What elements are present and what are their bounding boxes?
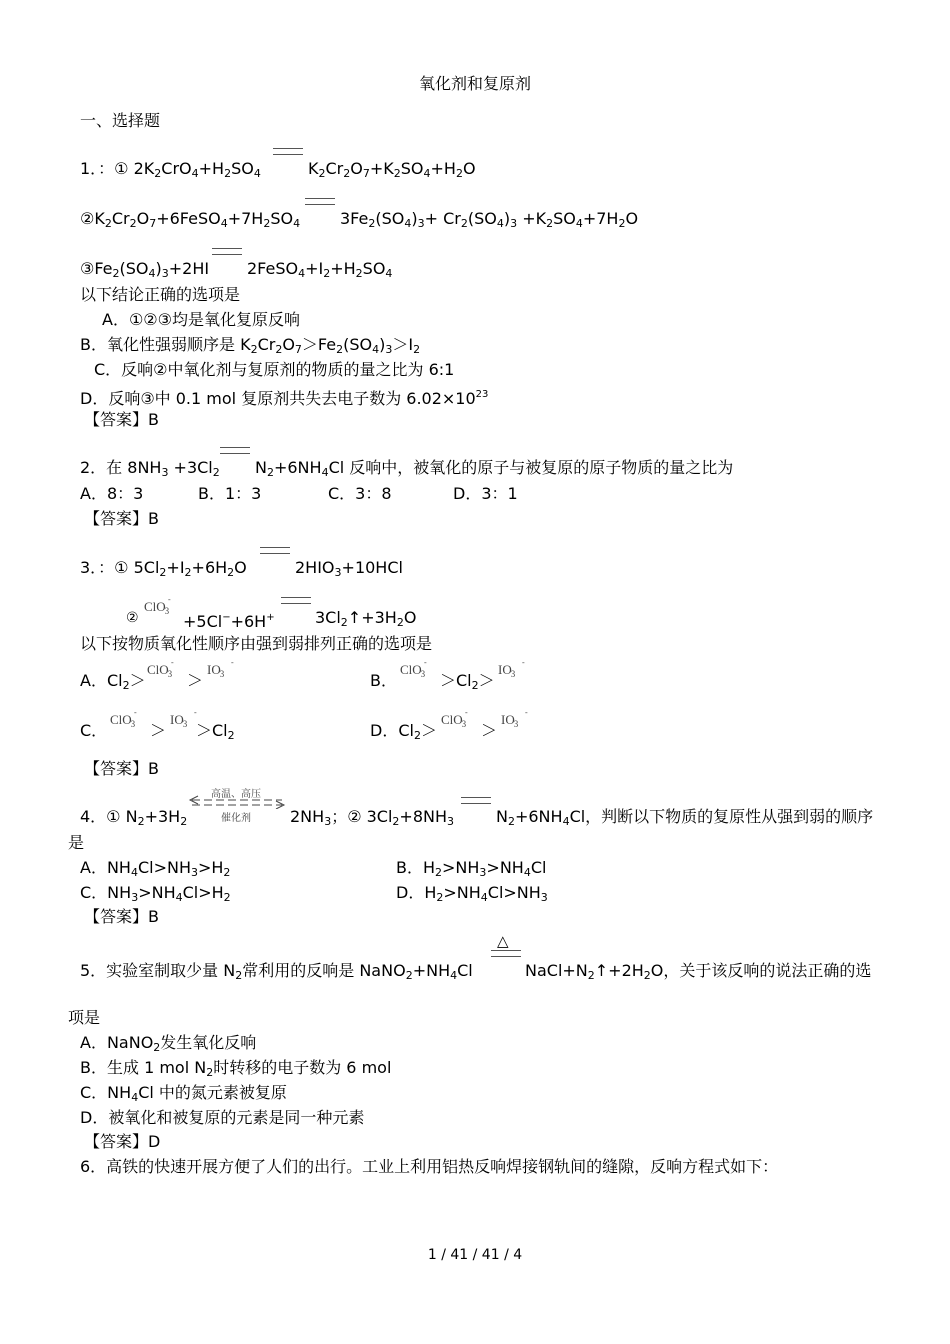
formula-text: +3H xyxy=(144,807,181,826)
subscript: 3 xyxy=(161,267,169,280)
formula-text: B．氧化性强弱顺序是 K xyxy=(80,335,251,354)
subscript: 3 xyxy=(510,217,518,230)
subscript: 2 xyxy=(546,217,554,230)
subscript: 2 xyxy=(122,679,130,692)
q2-option-b: B．1：3 xyxy=(198,484,262,503)
q5-option-c xyxy=(80,1083,287,1108)
subscript: 4 xyxy=(562,815,570,828)
superscript: − xyxy=(222,612,231,623)
formula-text: ＞ xyxy=(420,721,437,740)
subscript: 2 xyxy=(340,616,348,629)
formula-text: +5Cl xyxy=(183,612,223,631)
formula-text: 5．实验室制取少量 N xyxy=(80,961,236,980)
subscript: 2 xyxy=(129,217,137,230)
formula-text: +H xyxy=(430,159,456,178)
subscript: 2 xyxy=(643,969,651,982)
subscript: 2 xyxy=(396,616,404,629)
formula-text: 时转移的电子数为 6 mol xyxy=(213,1058,392,1077)
formula-text: ②K xyxy=(80,209,105,228)
subscript: 4 xyxy=(131,1091,139,1104)
q3-answer: 【答案】B xyxy=(84,759,159,778)
q5-rhs xyxy=(525,961,871,986)
q3-option-b-mid xyxy=(440,671,495,696)
q5-option-d: D．被氧化和被复原的元素是同一种元素 xyxy=(80,1108,365,1127)
subscript: 3 xyxy=(334,566,342,579)
section-heading: 一、选择题 xyxy=(80,111,161,130)
q3-option-b-prefix: B． xyxy=(370,671,397,690)
formula-text: +7H xyxy=(227,209,264,228)
formula-text: 常利用的反响是 NaNO xyxy=(242,961,406,980)
formula-text: A．NaNO xyxy=(80,1033,154,1052)
formula-text: +2HI xyxy=(168,259,210,278)
q3-eq2-mid xyxy=(183,608,275,632)
formula-text: Cl>NH xyxy=(137,858,191,877)
q5-heat-symbol: △ xyxy=(497,932,509,950)
formula-text: +K xyxy=(517,209,547,228)
formula-text: ＞Cl xyxy=(196,721,228,740)
subscript: 3 xyxy=(417,217,425,230)
formula-text: Cl>NH xyxy=(487,883,541,902)
formula-text: ＞ xyxy=(478,671,495,690)
formula-text: 2FeSO xyxy=(247,259,299,278)
formula-text: ↑+2H xyxy=(594,961,644,980)
q3-option-a-chlorate-ion: ClO - $_3$ xyxy=(147,658,174,679)
superscript: + xyxy=(266,612,275,623)
formula-text: ↑+3H xyxy=(347,608,397,627)
subscript: 3 xyxy=(324,815,332,828)
subscript: 3 xyxy=(385,343,393,356)
subscript: 2 xyxy=(227,729,235,742)
subscript: 3 xyxy=(131,891,139,904)
q4-condition-top: 高温、高压 xyxy=(211,789,261,800)
q1-eq1-rhs xyxy=(308,159,476,184)
subscript: 4 xyxy=(385,267,393,280)
subscript: 3 xyxy=(190,866,198,879)
formula-text: 3Fe xyxy=(340,209,369,228)
q3-prompt: 以下按物质氧化性顺序由强到弱排列正确的选项是 xyxy=(80,634,433,653)
q5-wrap: 项是 xyxy=(68,1008,101,1027)
q2-equals xyxy=(220,447,250,454)
q1-eq2-lhs xyxy=(80,209,300,234)
formula-text: Cr xyxy=(257,335,276,354)
formula-text: +6FeSO xyxy=(156,209,221,228)
formula-text: +K xyxy=(369,159,394,178)
q1-option-c: C．反响②中氧化剂与复原剂的物质的量之比为 6:1 xyxy=(94,360,455,379)
formula-text: 2NH xyxy=(290,807,325,826)
formula-text: >NH xyxy=(486,858,524,877)
formula-text: SO xyxy=(270,209,294,228)
q5-option-a xyxy=(80,1033,256,1058)
q4-lhs xyxy=(80,807,187,832)
subscript: 2 xyxy=(368,217,376,230)
subscript: 4 xyxy=(523,866,531,879)
formula-text: ) xyxy=(503,209,511,228)
formula-text: O xyxy=(136,209,150,228)
q3-option-a-prefix xyxy=(80,671,146,696)
subscript: 2 xyxy=(405,969,413,982)
subscript: 4 xyxy=(404,217,412,230)
formula-text: +6H xyxy=(191,558,228,577)
q4-option-b xyxy=(396,858,546,883)
q1-eq3-equals xyxy=(212,248,242,255)
formula-text: ＞I xyxy=(392,335,414,354)
formula-text: +I xyxy=(166,558,185,577)
q1-prompt: 以下结论正确的选项是 xyxy=(80,285,241,304)
subscript: 7 xyxy=(362,167,370,180)
q4-option-a xyxy=(80,858,230,883)
q4-rhs xyxy=(496,807,873,832)
superscript: 23 xyxy=(475,389,489,400)
subscript: 4 xyxy=(298,267,306,280)
q1-eq3-lhs xyxy=(80,259,209,284)
formula-text: (SO xyxy=(375,209,405,228)
formula-text: +I xyxy=(305,259,324,278)
formula-text: ；② 3Cl xyxy=(331,807,393,826)
formula-text: >H xyxy=(197,858,224,877)
formula-text: Cr xyxy=(111,209,130,228)
q1-eq2-rhs xyxy=(340,209,638,234)
q2-option-a: A．8：3 xyxy=(80,484,144,503)
formula-text: +6H xyxy=(230,612,267,631)
subscript: 2 xyxy=(154,167,162,180)
q4-option-d xyxy=(396,883,548,908)
q5-answer: 【答案】D xyxy=(84,1132,161,1151)
formula-text: O xyxy=(625,209,639,228)
formula-text: K xyxy=(308,159,319,178)
subscript: 2 xyxy=(413,343,421,356)
q1-eq1-equals xyxy=(273,148,303,155)
subscript: 2 xyxy=(212,466,220,479)
formula-text: ) xyxy=(411,209,418,228)
q4-equals xyxy=(461,797,491,804)
q1-answer: 【答案】B xyxy=(84,410,159,429)
formula-text: +NH xyxy=(412,961,451,980)
formula-text: ③Fe xyxy=(80,259,113,278)
subscript: 2 xyxy=(343,167,351,180)
formula-text: Cl 反响中，被氧化的原子与被复原的原子物质的量之比为 xyxy=(328,458,734,477)
q2-answer: 【答案】B xyxy=(84,509,159,528)
q3-option-d-prefix xyxy=(370,721,437,746)
subscript: 2 xyxy=(336,343,344,356)
subscript: 2 xyxy=(275,343,283,356)
subscript: 2 xyxy=(436,891,444,904)
formula-text: 3Cl xyxy=(315,608,341,627)
formula-text: 4．① N xyxy=(80,807,138,826)
formula-text: A．NH xyxy=(80,858,131,877)
subscript: 2 xyxy=(471,679,479,692)
q3-eq2-chlorate-ion: ClO - $_3$ xyxy=(144,595,171,616)
subscript: 2 xyxy=(455,167,463,180)
q2-option-d: D．3：1 xyxy=(453,484,518,503)
q3-option-a-gt: ＞ xyxy=(187,671,204,690)
formula-text: Cl xyxy=(457,961,473,980)
q3-option-b-chlorate-ion: ClO - $_3$ xyxy=(400,658,427,679)
formula-text: B．生成 1 mol N xyxy=(80,1058,207,1077)
subscript: 2 xyxy=(355,267,363,280)
subscript: 3 xyxy=(540,891,548,904)
subscript: 3 xyxy=(447,815,455,828)
q3-eq2-number: ② xyxy=(126,610,139,626)
subscript: 4 xyxy=(480,891,488,904)
formula-text: O xyxy=(282,335,295,354)
subscript: 2 xyxy=(112,267,120,280)
subscript: 4 xyxy=(372,343,380,356)
q3-option-d-iodate-ion: IO - $_3$ xyxy=(501,708,528,729)
q3-option-c-chlorate-ion: ClO - $_3$ xyxy=(110,708,137,729)
formula-text: Cr xyxy=(325,159,344,178)
subscript: 4 xyxy=(423,167,431,180)
subscript: 4 xyxy=(450,969,458,982)
subscript: 3 xyxy=(479,866,487,879)
subscript: 2 xyxy=(318,167,326,180)
formula-text: ) xyxy=(379,335,386,354)
formula-text: C．NH xyxy=(80,1083,132,1102)
q3-option-a-iodate-ion: IO - $_3$ xyxy=(207,658,234,679)
formula-text: NaCl+N xyxy=(525,961,588,980)
q3-option-d-gt: ＞ xyxy=(481,721,498,740)
formula-text: (SO xyxy=(343,335,373,354)
formula-text: >NH xyxy=(443,883,481,902)
q3-eq2-rhs xyxy=(315,608,416,633)
subscript: 2 xyxy=(250,343,258,356)
formula-text: 2．在 8NH xyxy=(80,458,162,477)
q4-reversible-arrow-icon xyxy=(188,795,286,809)
q4-answer: 【答案】B xyxy=(84,907,159,926)
q1-option-d xyxy=(80,385,488,409)
subscript: 2 xyxy=(235,969,243,982)
subscript: 7 xyxy=(149,217,157,230)
formula-text: SO xyxy=(362,259,386,278)
q4-condition-bottom: 催化剂 xyxy=(221,813,251,824)
q3-option-c-end xyxy=(196,721,235,746)
formula-text: O xyxy=(350,159,363,178)
q3-option-c-prefix: C． xyxy=(80,721,108,740)
q3-eq2-equals xyxy=(281,597,311,604)
subscript: 2 xyxy=(104,217,112,230)
formula-text: O xyxy=(234,558,247,577)
subscript: 2 xyxy=(223,866,231,879)
q1-eq2-equals xyxy=(305,198,335,205)
q1-eq3-rhs xyxy=(247,259,392,284)
subscript: 4 xyxy=(191,167,199,180)
subscript: 2 xyxy=(227,566,235,579)
formula-text: +7H xyxy=(582,209,619,228)
formula-text: + Cr xyxy=(424,209,461,228)
subscript: 4 xyxy=(496,217,504,230)
formula-text: D．Cl xyxy=(370,721,414,740)
formula-text: N xyxy=(496,807,508,826)
q2-lhs xyxy=(80,458,220,483)
subscript: 2 xyxy=(224,167,232,180)
subscript: 2 xyxy=(263,217,271,230)
formula-text: Cl>H xyxy=(182,883,224,902)
formula-text: +H xyxy=(198,159,225,178)
subscript: 4 xyxy=(293,217,301,230)
subscript: 2 xyxy=(323,267,331,280)
q1-eq1-lhs xyxy=(80,159,261,184)
subscript: 2 xyxy=(137,815,145,828)
q3-option-d-chlorate-ion: ClO - $_3$ xyxy=(441,708,468,729)
subscript: 2 xyxy=(507,815,515,828)
formula-text: >NH xyxy=(138,883,176,902)
page-footer: 1 / 41 / 41 / 4 xyxy=(427,1247,523,1263)
formula-text: ＞Cl xyxy=(440,671,472,690)
formula-text: SO xyxy=(553,209,576,228)
formula-text: C．NH xyxy=(80,883,132,902)
formula-text: SO xyxy=(231,159,254,178)
formula-text: D．反响③中 0.1 mol 复原剂共失去电子数为 6.02×10 xyxy=(80,389,476,408)
formula-text: (SO xyxy=(467,209,497,228)
q3-option-b-iodate-ion: IO - $_3$ xyxy=(498,658,525,679)
formula-text: O xyxy=(403,608,417,627)
formula-text: SO xyxy=(400,159,424,178)
subscript: 2 xyxy=(413,729,421,742)
q5-equals xyxy=(491,950,521,957)
formula-text: A．Cl xyxy=(80,671,123,690)
q2-rhs xyxy=(255,458,733,483)
subscript: 2 xyxy=(460,217,468,230)
q3-eq1-lhs xyxy=(80,558,247,583)
subscript: 2 xyxy=(223,891,231,904)
q4-option-c xyxy=(80,883,231,908)
subscript: 4 xyxy=(175,891,183,904)
formula-text: 3．：① 5Cl xyxy=(80,558,160,577)
subscript: 2 xyxy=(587,969,595,982)
formula-text: CrO xyxy=(161,159,192,178)
formula-text: +6NH xyxy=(273,458,322,477)
formula-text: +10HCl xyxy=(341,558,403,577)
q2-option-c: C．3：8 xyxy=(328,484,392,503)
formula-text: +3Cl xyxy=(168,458,213,477)
subscript: 2 xyxy=(180,815,188,828)
subscript: 2 xyxy=(618,217,626,230)
subscript: 2 xyxy=(206,1066,214,1079)
q3-option-c-gt: ＞ xyxy=(150,721,167,740)
formula-text: B．H xyxy=(396,858,436,877)
subscript: 4 xyxy=(321,466,329,479)
page-title: 氧化剂和复原剂 xyxy=(418,74,531,93)
formula-text: +H xyxy=(330,259,356,278)
q5-lhs xyxy=(80,961,473,986)
subscript: 2 xyxy=(392,815,400,828)
subscript: 4 xyxy=(253,167,261,180)
q4-wrap: 是 xyxy=(68,833,85,852)
q1-option-a: A．①②③均是氧化复原反响 xyxy=(102,310,300,329)
formula-text: Cl，判断以下物质的复原性从强到弱的顺序 xyxy=(569,807,874,826)
q1-option-b xyxy=(80,335,420,360)
subscript: 2 xyxy=(266,466,274,479)
formula-text: O xyxy=(462,159,476,178)
q6-text: 6．高铁的快速开展方便了人们的出行。工业上利用铝热反响焊接钢轨间的缝隙，反响方程式如下： xyxy=(80,1157,779,1176)
formula-text: +8NH xyxy=(399,807,448,826)
formula-text: ＞ xyxy=(129,671,146,690)
formula-text: ＞Fe xyxy=(301,335,337,354)
subscript: 2 xyxy=(184,566,192,579)
subscript: 4 xyxy=(130,866,138,879)
formula-text: 1．：① 2K xyxy=(80,159,155,178)
q5-option-b xyxy=(80,1058,391,1083)
formula-text: O，关于该反响的说法正确的选 xyxy=(650,961,872,980)
formula-text: +6NH xyxy=(514,807,563,826)
subscript: 2 xyxy=(159,566,167,579)
formula-text: Cl 中的氮元素被复原 xyxy=(138,1083,287,1102)
q3-eq1-rhs xyxy=(295,558,403,583)
formula-text: 发生氧化反响 xyxy=(160,1033,257,1052)
subscript: 2 xyxy=(153,1041,161,1054)
subscript: 4 xyxy=(575,217,583,230)
subscript: 4 xyxy=(220,217,228,230)
formula-text: >NH xyxy=(442,858,480,877)
subscript: 2 xyxy=(393,167,401,180)
formula-text: (SO xyxy=(119,259,149,278)
formula-text: Cl xyxy=(530,858,547,877)
formula-text: D．H xyxy=(396,883,437,902)
formula-text: ) xyxy=(155,259,162,278)
q4-mid xyxy=(290,807,454,832)
q3-option-c-iodate-ion: IO - $_3$ xyxy=(170,708,197,729)
subscript: 2 xyxy=(435,866,443,879)
formula-text: N xyxy=(255,458,267,477)
q3-eq1-equals xyxy=(260,547,290,554)
subscript: 7 xyxy=(294,343,302,356)
formula-text: 2HIO xyxy=(295,558,335,577)
subscript: 3 xyxy=(161,466,169,479)
subscript: 4 xyxy=(148,267,156,280)
